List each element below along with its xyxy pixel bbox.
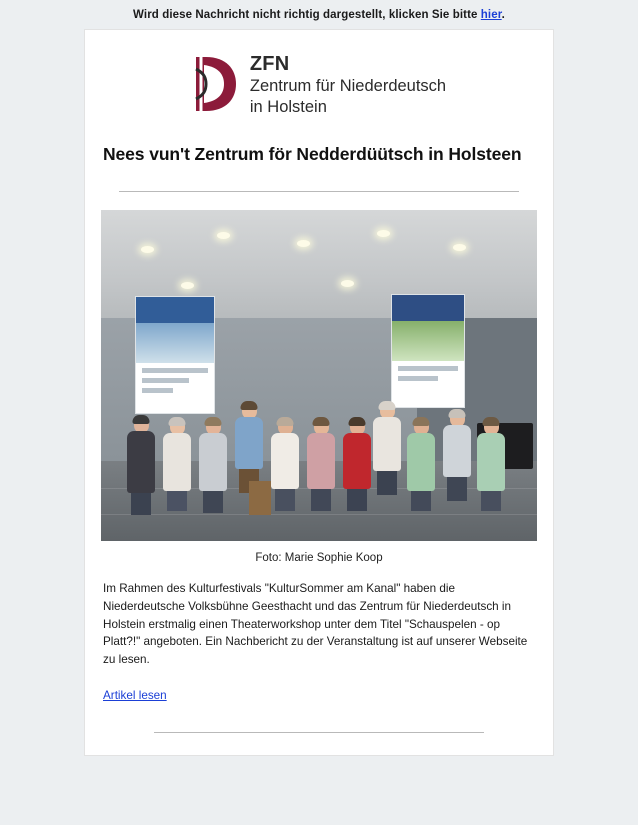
person	[163, 418, 191, 511]
preheader-bar	[0, 0, 638, 29]
logo-line-zfn: ZFN	[249, 53, 290, 75]
divider-top	[119, 191, 519, 192]
person	[127, 416, 155, 515]
person	[407, 418, 435, 511]
person	[343, 418, 371, 511]
logo-line-zentrum: Zentrum für Niederdeutsch	[249, 77, 447, 96]
email-body-card	[84, 29, 554, 756]
divider-bottom	[154, 732, 484, 733]
read-article-link[interactable]: Artikel lesen	[103, 688, 167, 702]
person	[199, 418, 227, 513]
logo-block	[85, 30, 553, 131]
view-in-browser-link[interactable]: hier	[480, 9, 502, 21]
stool	[249, 481, 271, 515]
zfn-logo-mark-icon	[192, 55, 238, 113]
group-photo-workshop	[101, 210, 537, 541]
banner-left	[135, 296, 215, 414]
person	[477, 418, 505, 511]
banner-right	[391, 294, 465, 408]
person	[307, 418, 335, 511]
divider-top-wrap	[101, 165, 537, 202]
person	[235, 402, 263, 493]
logo-wordmark	[250, 52, 446, 117]
article-link-wrap	[101, 669, 537, 704]
person	[271, 418, 299, 511]
page-title: Nees vun't Zentrum för Nedderdüütsch in Holsteen	[103, 143, 522, 164]
preheader-text-before: Wird diese Nachricht nicht richtig dargestellt, klicken Sie bitte	[133, 9, 481, 21]
divider-bottom-wrap	[101, 704, 537, 755]
preheader-text-after: .	[501, 9, 505, 21]
photo-wrap	[101, 202, 537, 541]
person	[443, 410, 471, 501]
article-paragraph: Im Rahmen des Kulturfestivals "KulturSommer am Kanal" haben die Niederdeutsche Volksbühne Geesthacht und das Zentrum für Niederdeutsch in Holstein erstmalig einen Theaterworkshop unter dem Titel "Schauspelen - op Platt?!" angeboten. Ein Nachbericht zu der Veranstaltung ist auf unserer Webseite zu lesen.	[103, 582, 528, 667]
logo-line-holstein: in Holstein	[249, 97, 327, 116]
photo-caption: Foto: Marie Sophie Koop	[255, 552, 383, 565]
person	[373, 402, 401, 495]
